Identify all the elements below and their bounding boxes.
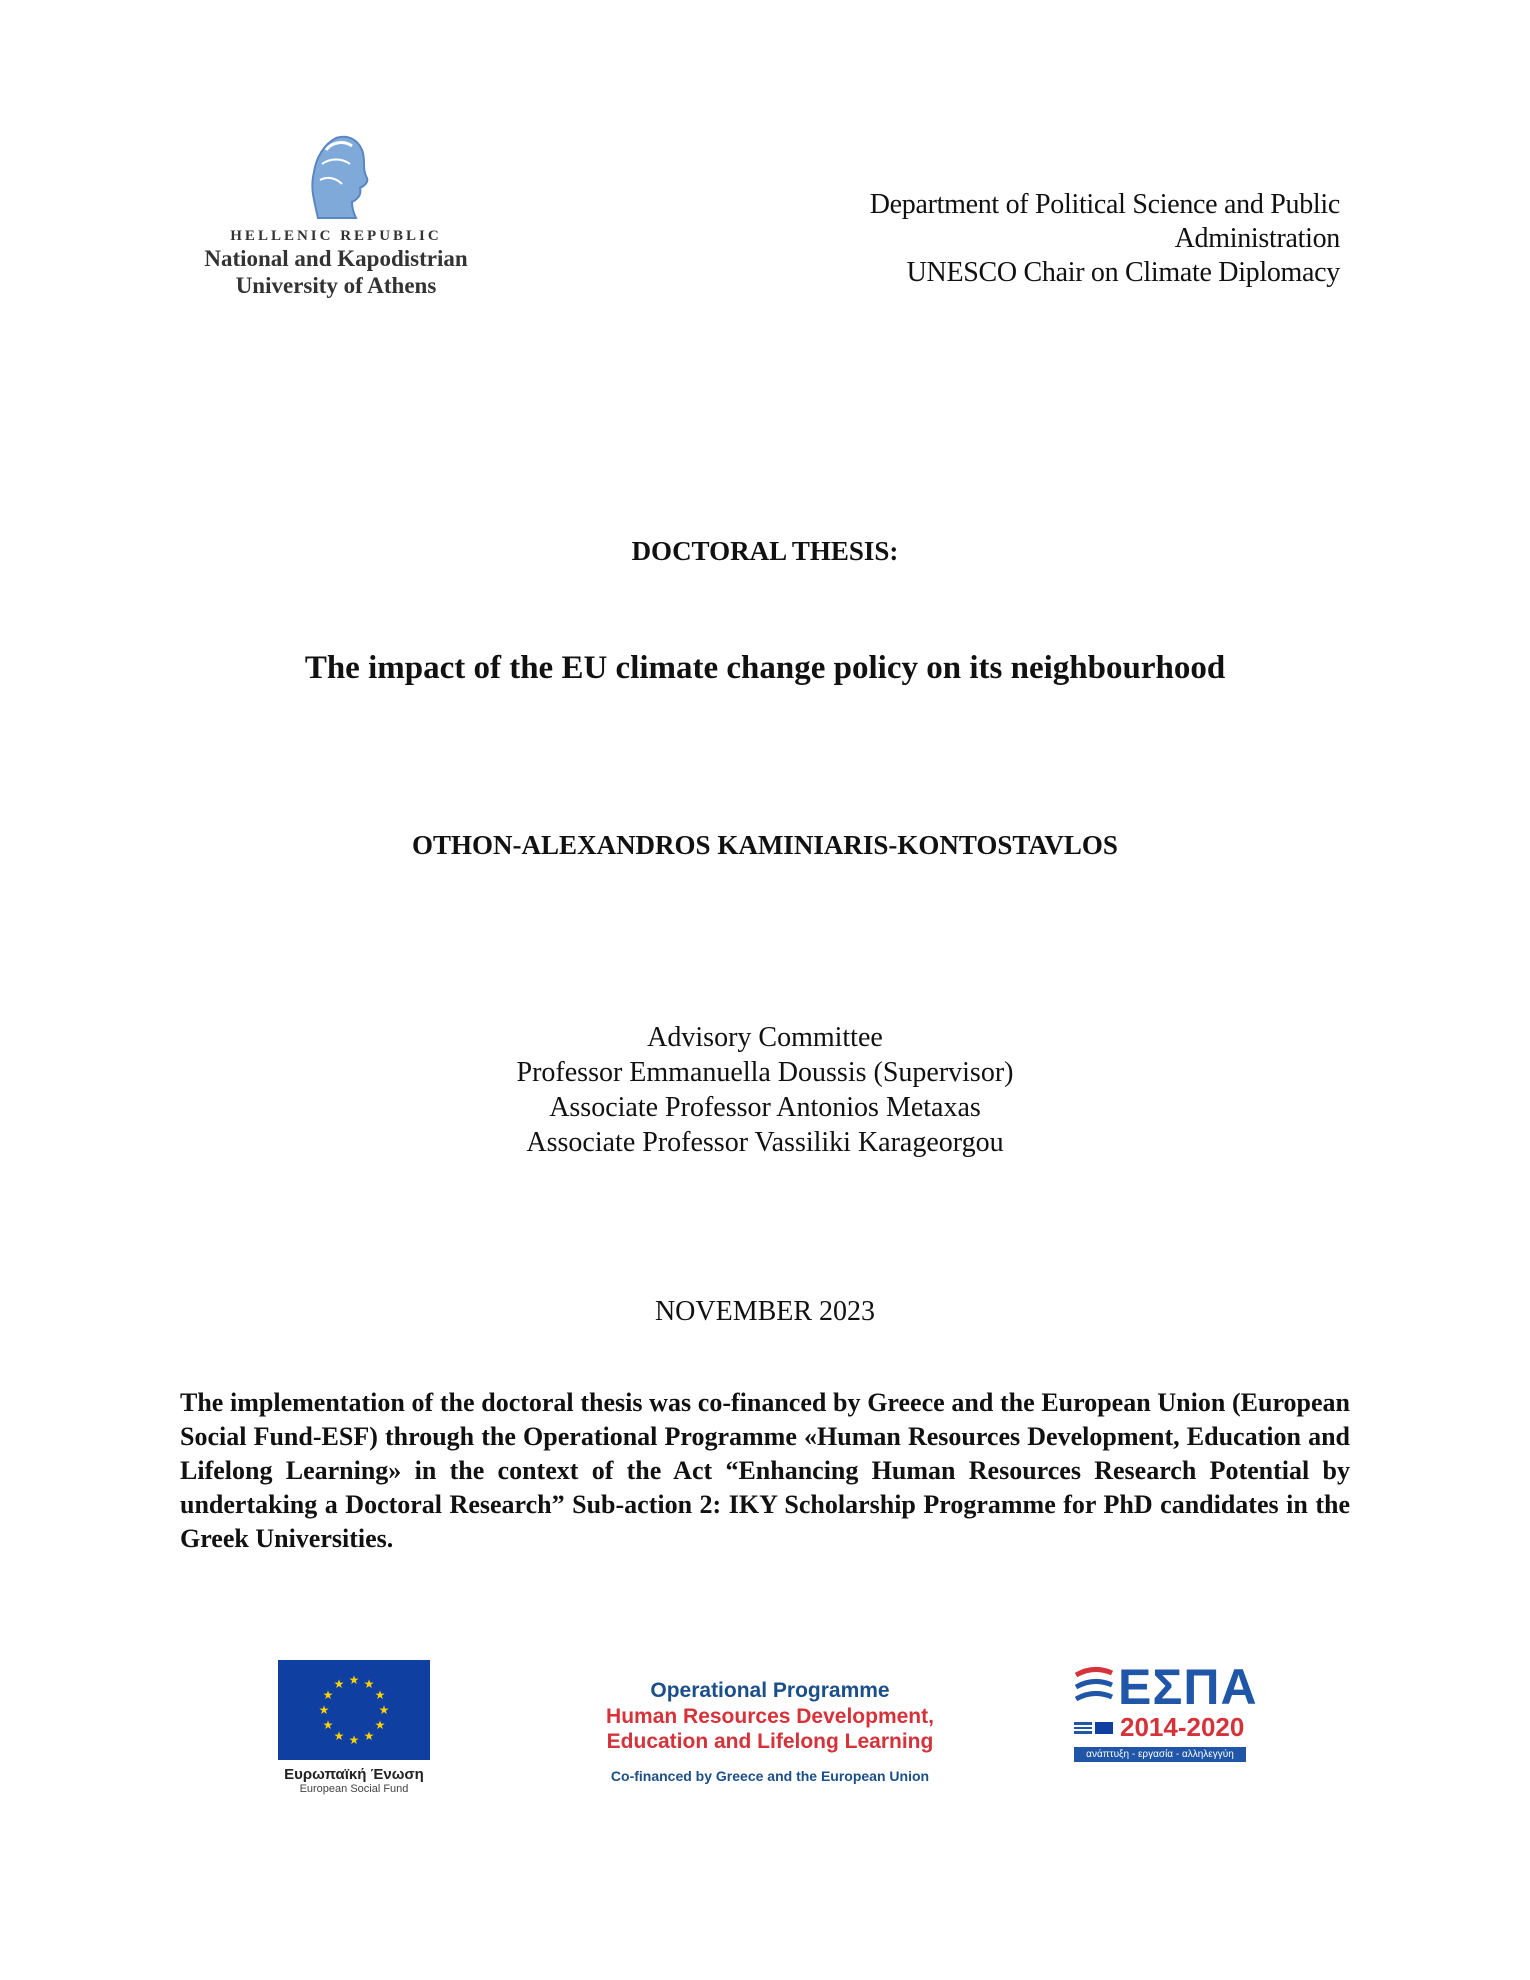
department-line3: UNESCO Chair on Climate Diplomacy: [906, 257, 1340, 288]
espa-logo: [1074, 1659, 1274, 1762]
document-label: DOCTORAL THESIS:: [631, 536, 899, 566]
funding-statement: The implementation of the doctoral thesis was co-financed by Greece and the European Union (European Social Fund-ESF) through the Operational Programme «Human Resources Development, Education and Lifelong Learning» in the context of the Act “Enhancing Human Resources Research Potential by undertaking a Doctoral Research” Sub-action 2: IKY Scholarship Programme for PhD candidates in the Greek Universities.: [180, 1388, 1350, 1553]
operational-programme-logo: [560, 1678, 980, 1784]
eu-star-icon: ★: [348, 1673, 360, 1687]
eu-star-icon: ★: [348, 1733, 360, 1747]
op-name-line2: Education and Lifelong Learning: [606, 1730, 934, 1753]
op-name-line1: Human Resources Development,: [606, 1705, 934, 1728]
eu-logo: [274, 1660, 434, 1795]
thesis-title: The impact of the EU climate change policy on its neighbourhood: [304, 650, 1226, 686]
advisory-committee: [0, 1020, 1530, 1160]
eu-star-icon: ★: [374, 1718, 386, 1732]
committee-member: Professor Emmanuella Doussis (Supervisor): [516, 1057, 1014, 1088]
eu-star-icon: ★: [318, 1703, 330, 1717]
submission-date: NOVEMBER 2023: [654, 1296, 876, 1327]
esf-label: European Social Fund: [299, 1783, 409, 1795]
eu-star-icon: ★: [363, 1728, 375, 1743]
author-name: OTHON-ALEXANDROS KAMINIARIS-KONTOSTAVLOS: [412, 830, 1118, 860]
athena-head-icon: [296, 130, 376, 222]
eu-label: Ευρωπαϊκή Ένωση: [284, 1766, 424, 1783]
greek-eu-flags-icon: [1074, 1720, 1114, 1736]
eu-star-icon: ★: [333, 1728, 345, 1743]
department-block: [820, 188, 1340, 290]
eu-star-icon: ★: [378, 1703, 390, 1717]
eu-star-icon: ★: [322, 1718, 334, 1732]
espa-tagline: ανάπτυξη - εργασία - αλληλεγγύη: [1074, 1747, 1246, 1762]
eu-star-icon: ★: [333, 1677, 345, 1692]
eu-star-icon: ★: [374, 1688, 386, 1702]
op-cofinance: Co-financed by Greece and the European Union: [610, 1768, 930, 1784]
eu-star-icon: ★: [363, 1677, 375, 1692]
university-logo: [176, 130, 496, 320]
committee-member: Associate Professor Antonios Metaxas: [549, 1092, 981, 1123]
committee-heading: Advisory Committee: [647, 1022, 883, 1053]
committee-member: Associate Professor Vassiliki Karageorgou: [526, 1127, 1004, 1158]
eu-star-icon: ★: [322, 1688, 334, 1702]
op-title: Operational Programme: [650, 1679, 890, 1702]
eu-flag-icon: [278, 1660, 430, 1760]
espa-word: ΕΣΠΑ: [1118, 1659, 1258, 1715]
department-line2: Administration: [1174, 223, 1340, 254]
university-country: HELLENIC REPUBLIC: [230, 228, 442, 244]
university-name-line1: National and Kapodistrian: [204, 246, 468, 271]
espa-swoosh-icon: [1074, 1665, 1114, 1709]
department-line1: Department of Political Science and Public: [869, 189, 1340, 220]
university-name-line2: University of Athens: [235, 273, 437, 298]
espa-years: 2014-2020: [1120, 1712, 1245, 1742]
